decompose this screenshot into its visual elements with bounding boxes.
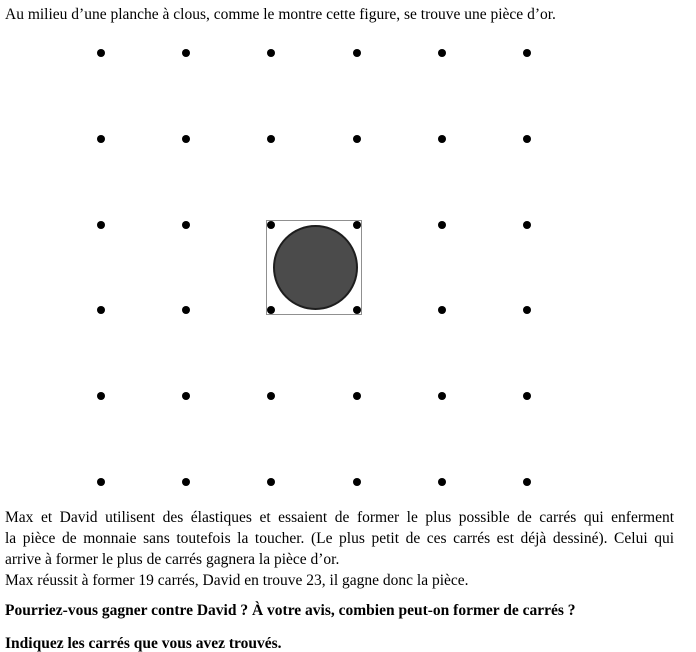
nail-dot: [438, 478, 446, 486]
intro-text: Au milieu d’une planche à clous, comme le montre cette figure, se trouve une pièce d’or.: [5, 6, 556, 23]
nail-dot: [353, 49, 361, 57]
nail-dot: [267, 392, 275, 400]
nail-dot: [523, 49, 531, 57]
challenge-question: Pourriez-vous gagner contre David ? À votre avis, combien peut-on former de carrés ?: [5, 602, 576, 619]
nail-dot: [353, 306, 361, 314]
nail-dot: [353, 135, 361, 143]
nail-dot: [438, 306, 446, 314]
story-line: Max et David utilisent des élastiques et essaient de former le plus possible de carrés qui enferment: [5, 509, 674, 526]
nail-dot: [182, 392, 190, 400]
nail-dot: [438, 49, 446, 57]
nail-dot: [97, 478, 105, 486]
nail-dot: [182, 221, 190, 229]
nail-dot: [182, 306, 190, 314]
nail-dot: [267, 49, 275, 57]
nail-dot: [267, 478, 275, 486]
nail-dot: [97, 221, 105, 229]
story-text: [5, 507, 674, 652]
nail-dot: [438, 221, 446, 229]
nail-dot: [97, 392, 105, 400]
nail-dot: [523, 135, 531, 143]
nail-dot: [353, 221, 361, 229]
gold-coin: [273, 225, 358, 310]
nail-dot: [523, 306, 531, 314]
nail-dot: [523, 392, 531, 400]
nail-dot: [523, 478, 531, 486]
nail-dot: [267, 221, 275, 229]
nail-dot: [182, 49, 190, 57]
nail-dot: [97, 135, 105, 143]
nail-dot: [523, 221, 531, 229]
nail-dot: [438, 392, 446, 400]
nail-dot: [438, 135, 446, 143]
nail-dot: [353, 392, 361, 400]
nail-dot: [353, 478, 361, 486]
story-line: Max réussit à former 19 carrés, David en trouve 23, il gagne donc la pièce.: [5, 572, 469, 589]
story-line: la pièce de monnaie sans toutefois la toucher. (Le plus petit de ces carrés est déjà dessiné). Celui qui: [5, 530, 674, 547]
nail-dot: [182, 135, 190, 143]
instruction-line: Indiquez les carrés que vous avez trouvés.: [5, 635, 282, 652]
nail-dot: [97, 49, 105, 57]
nail-dot: [267, 135, 275, 143]
nail-dot: [182, 478, 190, 486]
story-line: arrive à former le plus de carrés gagnera la pièce d’or.: [5, 551, 340, 568]
nail-dot: [97, 306, 105, 314]
